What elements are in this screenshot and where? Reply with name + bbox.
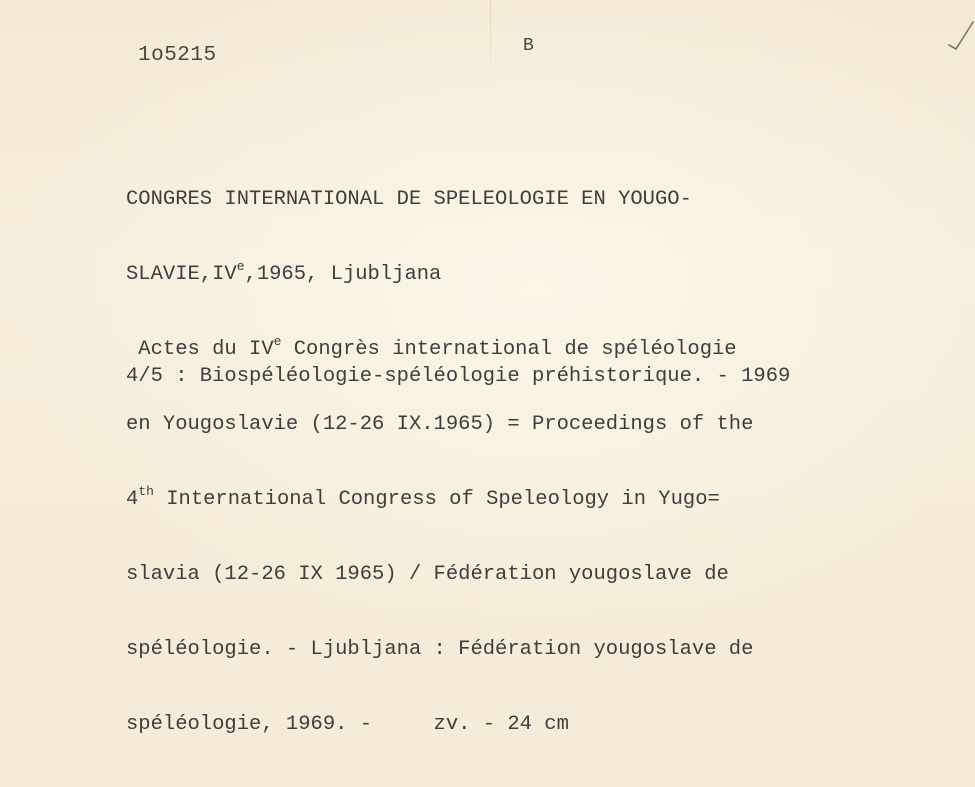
title-text-3a: 4 xyxy=(126,488,139,511)
title-line-1 xyxy=(126,334,753,362)
contents-note: 4/5 : Biospéléologie-spéléologie préhistorique. - 1969 xyxy=(126,365,791,388)
heading-line-2 xyxy=(126,259,753,287)
accession-number: 1o5215 xyxy=(138,44,217,67)
title-text-3b: International Congress of Speleology in Yugo= xyxy=(153,488,720,511)
heading-superscript: e xyxy=(236,259,245,274)
title-line-2: en Yougoslavie (12-26 IX.1965) = Proceedings of the xyxy=(126,413,754,436)
check-mark-icon xyxy=(945,18,975,52)
imprint-line-2: spéléologie, 1969. - zv. - 24 cm xyxy=(126,713,569,736)
heading-text-2b: ,1965, Ljubljana xyxy=(244,263,442,286)
title-line-4: slavia (12-26 IX 1965) / Fédération yougoslave de xyxy=(126,563,729,586)
heading-text-2a: SLAVIE,IV xyxy=(126,263,237,286)
ordinal-superscript: th xyxy=(138,484,154,499)
bibliographic-entry xyxy=(126,137,753,787)
heading-text-1: CONGRES INTERNATIONAL DE SPELEOLOGIE EN YOUGO- xyxy=(126,188,692,211)
title-superscript: e xyxy=(273,334,282,349)
imprint-line-1: spéléologie. - Ljubljana : Fédération yougoslave de xyxy=(126,638,754,661)
title-line-3 xyxy=(126,484,753,512)
heading-line-1 xyxy=(126,187,753,212)
title-text-1b: Congrès international de spéléologie xyxy=(281,338,737,361)
card-crease xyxy=(490,0,491,90)
title-text-1a: Actes du IV xyxy=(126,338,274,361)
location-code: B xyxy=(523,36,534,56)
